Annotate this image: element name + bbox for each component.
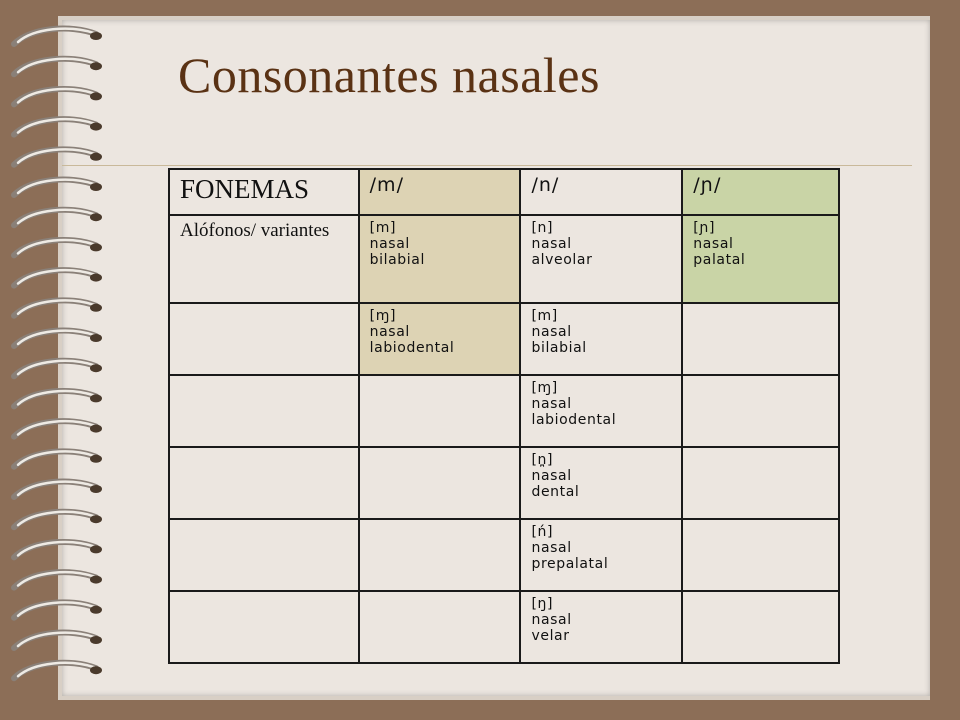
table-cell <box>682 447 839 519</box>
row-label-alofonos: Alófonos/ variantes <box>169 215 359 303</box>
punch-hole <box>90 213 102 221</box>
allophone-description: dental <box>531 484 580 500</box>
table-cell <box>359 519 521 591</box>
allophone-symbol: [n] <box>531 220 554 236</box>
punch-hole <box>90 243 102 251</box>
allophone-description: alveolar <box>531 252 593 268</box>
allophone-description: nasal <box>531 324 572 340</box>
punch-hole <box>90 666 102 674</box>
punch-hole <box>90 515 102 523</box>
table-cell <box>169 447 359 519</box>
allophone-symbol: [m] <box>531 308 558 324</box>
page-rule-line <box>62 165 912 166</box>
table-cell <box>520 447 682 519</box>
allophone-description: prepalatal <box>531 556 609 572</box>
table-header-row <box>169 169 839 215</box>
header-phoneme-enye: /ɲ/ <box>682 169 839 215</box>
punch-hole <box>90 123 102 131</box>
table-cell <box>682 303 839 375</box>
allophone-description: velar <box>531 628 570 644</box>
table-cell <box>520 375 682 447</box>
allophone-symbol: [ɱ] <box>531 380 558 396</box>
punch-hole <box>90 606 102 614</box>
punch-hole <box>90 545 102 553</box>
allophone-description: nasal <box>693 236 734 252</box>
allophone-description: nasal <box>531 236 572 252</box>
table-cell <box>359 447 521 519</box>
table-row <box>169 519 839 591</box>
table-cell <box>520 215 682 303</box>
spiral-binding-icon <box>0 0 120 720</box>
punch-hole <box>90 62 102 70</box>
allophone-description: nasal <box>369 236 410 252</box>
table-cell <box>169 591 359 663</box>
allophone-description: palatal <box>693 252 746 268</box>
page-title: Consonantes nasales <box>178 47 600 103</box>
table-cell <box>169 303 359 375</box>
punch-hole <box>90 485 102 493</box>
table-cell <box>682 519 839 591</box>
table-cell <box>359 375 521 447</box>
table-cell <box>520 591 682 663</box>
punch-hole <box>90 92 102 100</box>
table-row <box>169 215 839 303</box>
table-cell <box>359 303 521 375</box>
allophone-description: labiodental <box>531 412 617 428</box>
allophone-description: nasal <box>531 540 572 556</box>
allophone-description: bilabial <box>369 252 425 268</box>
table-cell <box>359 591 521 663</box>
punch-hole <box>90 455 102 463</box>
allophone-description: labiodental <box>369 340 455 356</box>
allophone-description: nasal <box>531 396 572 412</box>
punch-hole <box>90 334 102 342</box>
punch-hole <box>90 425 102 433</box>
allophone-symbol: [n̪] <box>531 452 554 468</box>
table-row <box>169 591 839 663</box>
header-fonemas: FONEMAS <box>169 169 359 215</box>
allophone-symbol: [ń] <box>531 524 554 540</box>
table-cell <box>682 215 839 303</box>
table-cell <box>520 519 682 591</box>
table-cell <box>520 303 682 375</box>
header-phoneme-m: /m/ <box>359 169 521 215</box>
table-cell <box>682 591 839 663</box>
punch-hole <box>90 394 102 402</box>
allophone-description: bilabial <box>531 340 587 356</box>
table-cell <box>682 375 839 447</box>
table-cell <box>169 375 359 447</box>
punch-hole <box>90 153 102 161</box>
punch-hole <box>90 636 102 644</box>
table-cell <box>359 215 521 303</box>
allophone-symbol: [ɲ] <box>693 220 716 236</box>
table-cell <box>169 519 359 591</box>
allophone-symbol: [ŋ] <box>531 596 554 612</box>
table-row <box>169 447 839 519</box>
allophone-description: nasal <box>369 324 410 340</box>
punch-hole <box>90 304 102 312</box>
allophone-description: nasal <box>531 468 572 484</box>
punch-hole <box>90 274 102 282</box>
table-row <box>169 375 839 447</box>
allophone-symbol: [m] <box>369 220 397 236</box>
punch-hole <box>90 364 102 372</box>
allophone-symbol: [ɱ] <box>369 308 397 324</box>
punch-hole <box>90 32 102 40</box>
allophone-description: nasal <box>531 612 572 628</box>
phoneme-table <box>168 168 840 664</box>
header-phoneme-n: /n/ <box>520 169 682 215</box>
punch-hole <box>90 183 102 191</box>
table-row <box>169 303 839 375</box>
punch-hole <box>90 576 102 584</box>
